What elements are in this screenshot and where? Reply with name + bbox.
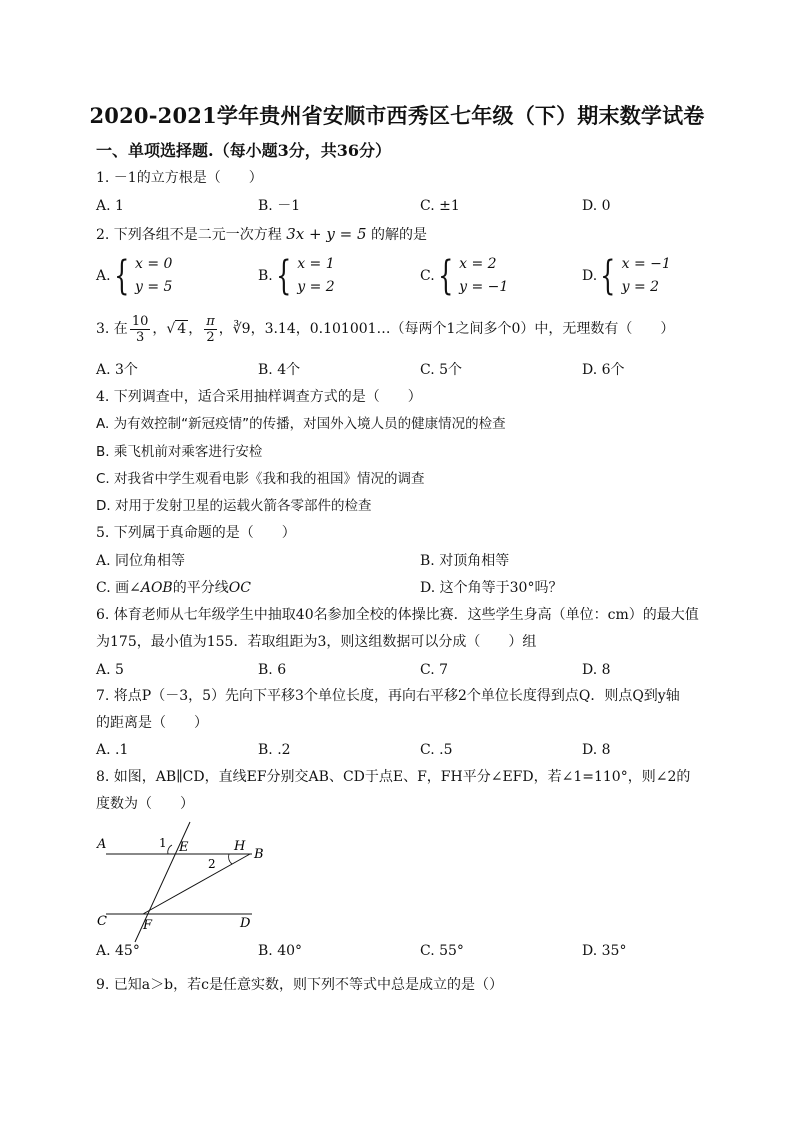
question-5: 5. 下列属于真命题的是（ ） <box>96 525 296 541</box>
q2-d-eq2: y = 2 <box>621 279 660 295</box>
q7-option-b: B. .2 <box>258 742 291 758</box>
q7-option-d: D. 8 <box>582 742 611 758</box>
q4-option-c: C. 对我省中学生观看电影《我和我的祖国》情况的调查 <box>96 471 425 487</box>
q2-option-a-label: A. <box>96 268 111 284</box>
q6-option-d: D. 8 <box>582 662 611 678</box>
q6-option-a: A. 5 <box>96 662 124 678</box>
q1-option-d: D. 0 <box>582 198 611 214</box>
angle-label-2: 2 <box>208 857 216 871</box>
q8-option-b: B. 40° <box>258 943 303 959</box>
q5-c-mid: 的平分线 <box>172 580 229 596</box>
q5-option-a: A. 同位角相等 <box>96 553 186 569</box>
q4-option-b: B. 乘飞机前对乘客进行安检 <box>96 444 263 460</box>
q2-option-d <box>582 253 671 299</box>
q1-option-b: B. －1 <box>258 198 301 214</box>
fraction-numerator: 10 <box>131 313 149 329</box>
brace-symbol: { <box>113 253 129 299</box>
q4-option-a: A. 为有效控制“新冠疫情”的传播，对国外入境人员的健康情况的检查 <box>96 416 506 432</box>
q3-option-a: A. 3个 <box>96 362 138 378</box>
point-label-d: D <box>240 916 251 931</box>
question-2 <box>96 224 427 245</box>
q2-a-eq2: y = 5 <box>135 279 173 295</box>
point-label-c: C <box>97 914 107 929</box>
q2-d-eq1: x = −1 <box>621 256 671 272</box>
q7-option-c: C. .5 <box>420 742 453 758</box>
q2-option-b <box>258 253 335 299</box>
sqrt-value: 4 <box>177 321 187 337</box>
q2-text-post: 的解的是 <box>370 227 427 243</box>
q4-option-d: D. 对用于发射卫星的运载火箭各零部件的检查 <box>96 498 372 514</box>
question-9: 9. 已知a＞b，若c是任意实数，则下列不等式中总是成立的是（） <box>96 977 503 993</box>
brace-symbol: { <box>600 253 616 299</box>
q3-option-d: D. 6个 <box>582 362 625 378</box>
separator: ， <box>188 321 203 337</box>
question-3 <box>96 312 674 346</box>
separator: ， <box>218 321 233 337</box>
q3-text-pre: 3. 在 <box>96 321 128 337</box>
q2-a-eq1: x = 0 <box>135 256 173 272</box>
q1-option-a: A. 1 <box>96 198 124 214</box>
exam-title: 2020-2021学年贵州省安顺市西秀区七年级（下）期末数学试卷 <box>89 103 705 128</box>
q5-option-b: B. 对顶角相等 <box>420 553 510 569</box>
angle-label-1: 1 <box>159 836 167 850</box>
fraction-denominator: 3 <box>135 329 145 345</box>
point-label-b: B <box>254 847 264 862</box>
q3-option-c: C. 5个 <box>420 362 463 378</box>
brace-symbol: { <box>437 253 454 299</box>
q5-option-c <box>96 578 251 598</box>
q5-c-ray: OC <box>228 580 251 596</box>
q2-text-pre: 2. 下列各组不是二元一次方程 <box>96 227 282 243</box>
q5-option-d: D. 这个角等于30°吗？ <box>420 580 563 596</box>
q6-option-b: B. 6 <box>258 662 287 678</box>
q5-c-pre: C. 画∠ <box>96 580 141 596</box>
q2-option-c-label: C. <box>420 268 435 284</box>
q7-option-a: A. .1 <box>96 742 129 758</box>
cube-root-9: ∛9 <box>232 321 251 337</box>
q2-option-c <box>420 253 508 299</box>
q3-text-post: ，3.14，0.101001…（每两个1之间多个0）中，无理数有（ ） <box>250 321 675 337</box>
point-label-f: F <box>143 918 153 933</box>
q3-option-b: B. 4个 <box>258 362 301 378</box>
q6-option-c: C. 7 <box>420 662 449 678</box>
q8-option-d: D. 35° <box>582 943 627 959</box>
sqrt-4 <box>166 320 188 337</box>
q8-option-c: C. 55° <box>420 943 464 959</box>
separator: ， <box>152 321 167 337</box>
point-label-e: E <box>179 840 189 855</box>
fraction-numerator: π <box>206 313 215 329</box>
q2-b-eq2: y = 2 <box>297 279 335 295</box>
angle-1-arc <box>168 845 172 854</box>
point-label-h: H <box>234 839 246 854</box>
q2-option-b-label: B. <box>258 268 273 284</box>
q5-c-angle: AOB <box>140 580 173 596</box>
q2-option-a <box>96 253 172 299</box>
q8-option-a: A. 45° <box>96 943 140 959</box>
q1-option-c: C. ±1 <box>420 198 460 214</box>
fraction-pi-2 <box>204 314 217 345</box>
brace-symbol: { <box>275 253 292 299</box>
q2-option-d-label: D. <box>582 268 598 284</box>
question-8-line-2: 度数为（ ） <box>96 796 194 812</box>
q2-b-eq1: x = 1 <box>297 256 335 272</box>
question-7-line-1: 7. 将点P（－3，5）先向下平移3个单位长度，再向右平移2个单位长度得到点Q．则点Q到y轴 <box>96 688 680 704</box>
q2-c-eq1: x = 2 <box>459 256 497 272</box>
question-7-line-2: 的距离是（ ） <box>96 715 208 731</box>
question-8-line-1: 8. 如图，AB∥CD，直线EF分别交AB、CD于点E、F，FH平分∠EFD，若∠1=110°，则∠2的 <box>96 769 691 785</box>
q2-c-eq2: y = −1 <box>459 279 509 295</box>
section-heading: 一、单项选择题.（每小题3分，共36分） <box>96 141 391 160</box>
geometry-figure <box>92 818 272 943</box>
question-6-line-1: 6. 体育老师从七年级学生中抽取40名参加全校的体操比赛．这些学生身高（单位：cm）的最大值 <box>96 607 699 623</box>
point-label-a: A <box>97 837 107 852</box>
q2-equation: 3x + y = 5 <box>286 225 367 243</box>
angle-2-arc <box>229 854 232 864</box>
fraction-denominator: 2 <box>206 329 215 345</box>
fraction-10-3 <box>130 314 151 345</box>
sqrt-symbol: √ <box>166 321 176 337</box>
line-fh <box>143 854 250 914</box>
question-6-line-2: 为175，最小值为155．若取组距为3，则这组数据可以分成（ ）组 <box>96 634 537 650</box>
question-1: 1. －1的立方根是（ ） <box>96 170 263 186</box>
question-4: 4. 下列调查中，适合采用抽样调查方式的是（ ） <box>96 389 422 405</box>
